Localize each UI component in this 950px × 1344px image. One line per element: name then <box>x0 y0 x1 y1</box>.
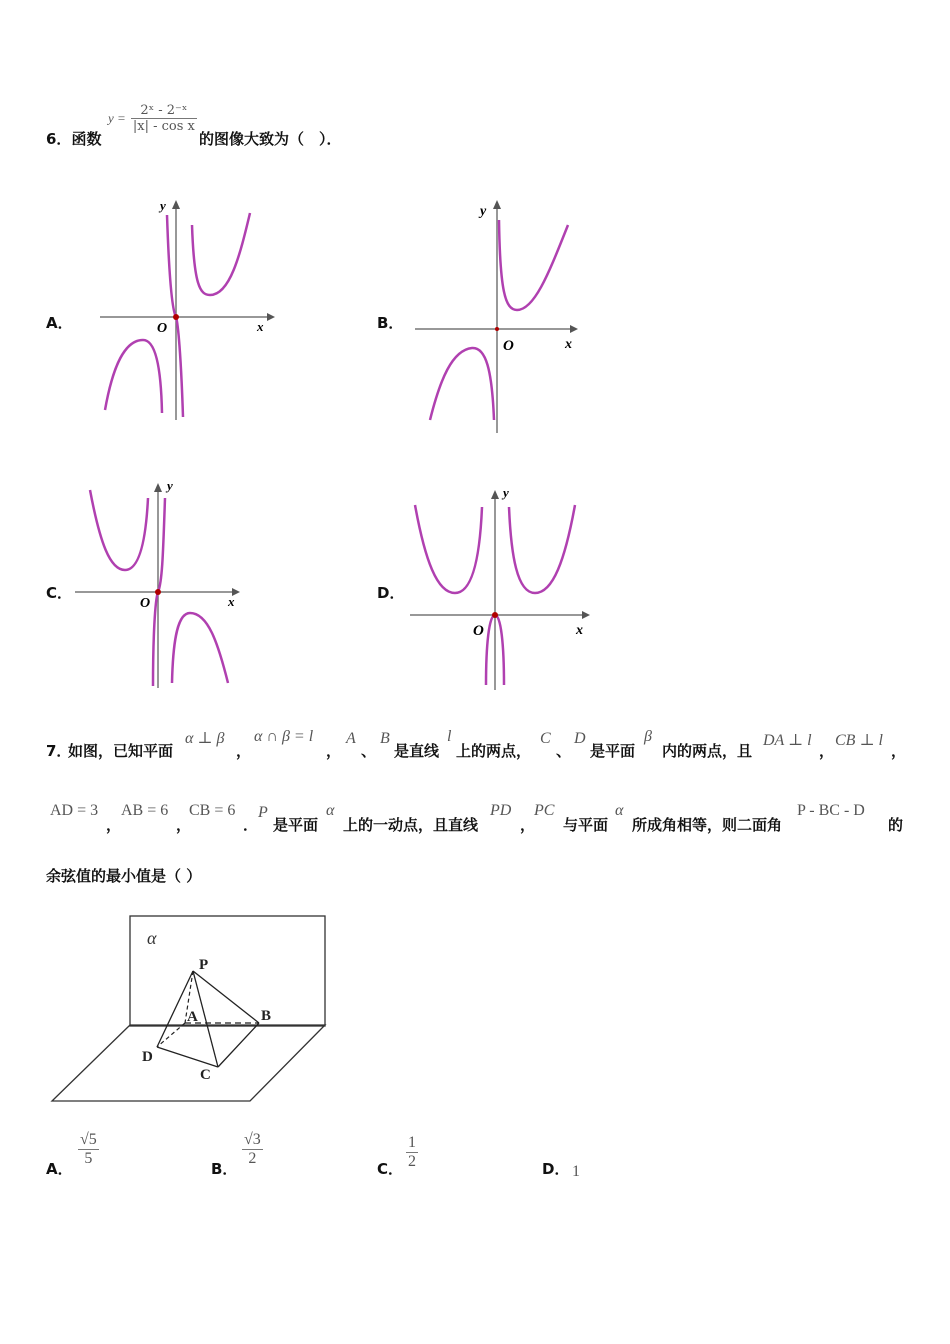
q7-answer-a-den: 5 <box>84 1150 93 1167</box>
q7-l1-text-9: 内的两点，且 <box>662 742 753 760</box>
graph-a-y-label: y <box>160 198 166 213</box>
graph-c-y-arrow <box>154 483 162 492</box>
q7-answer-d-label: D． <box>542 1160 570 1178</box>
q7-l1-text-8: 是平面 <box>590 742 636 760</box>
graph-b-y-arrow <box>493 200 501 209</box>
q7-answer-b-value <box>242 1131 263 1168</box>
graph-a-x-label: x <box>257 319 264 334</box>
graph-b-origin-dot <box>495 327 499 331</box>
label-a: A <box>187 1009 198 1025</box>
graph-b-x-arrow <box>570 325 578 333</box>
q7-l1-text-4: 、 <box>361 742 377 760</box>
q7-l1-math-10: CB ⊥ l <box>835 732 883 749</box>
graph-a-origin-label: O <box>157 321 168 336</box>
q7-l1-math-4: B <box>380 730 390 747</box>
q6-stem <box>46 128 101 149</box>
graph-d-y-label: y <box>503 485 509 500</box>
q6-formula-denominator: |x| - cos x <box>132 119 195 134</box>
q7-l1-math-7: D <box>574 730 586 747</box>
graph-a-y-arrow <box>172 200 180 209</box>
q7-l1-math-8: β <box>644 728 652 745</box>
q7-l1-math-3: A <box>346 730 356 747</box>
q7-l2-text-9: 的 <box>888 816 904 834</box>
q7-answer-c-label: C． <box>377 1160 404 1178</box>
graph-b-curve-right <box>499 220 568 310</box>
plane-alpha <box>130 916 325 1026</box>
q7-l1-text-5: 是直线 <box>394 742 440 760</box>
q7-figure <box>45 905 335 1110</box>
q6-graph-c <box>70 478 250 693</box>
graph-a-curve-left <box>105 340 162 413</box>
graph-d-origin-dot <box>492 612 498 618</box>
q7-l1-math-5: l <box>447 728 452 745</box>
q7-answer-a-num: √5 <box>80 1131 97 1148</box>
plane-beta <box>52 1025 325 1101</box>
q7-l2-math-5: α <box>326 802 335 819</box>
q7-answer-c-num: 1 <box>408 1134 416 1151</box>
q7-l1-math-9: DA ⊥ l <box>763 732 812 749</box>
label-b: B <box>261 1008 272 1024</box>
q7-answer-b-den: 2 <box>248 1150 257 1167</box>
label-p: P <box>199 957 209 973</box>
graph-d-curve-right <box>509 505 575 593</box>
graph-b-y-label: y <box>480 204 487 219</box>
q6-formula-numerator: 2ˣ - 2⁻ˣ <box>131 103 197 119</box>
graph-b-x-label: x <box>565 337 572 352</box>
graph-d-origin-label: O <box>473 623 484 639</box>
q7-answer-a-value <box>78 1131 99 1168</box>
q7-l2-math-7: PC <box>534 802 555 819</box>
q7-answer-d-value: 1 <box>572 1163 580 1180</box>
q7-l2-text-4: 是平面 <box>273 816 319 834</box>
q7-l1-text-10: ， <box>819 742 835 760</box>
graph-c-curve-left <box>90 490 148 570</box>
q7-l1-text-2: ， <box>236 742 252 760</box>
q7-l2-math-6: PD <box>490 802 512 819</box>
q6-formula-y: y = <box>108 110 126 126</box>
q6-graph-b <box>410 195 590 435</box>
q7-l2-text-6: ， <box>520 816 536 834</box>
graph-a-curve-right <box>192 213 250 295</box>
q7-l1-text-3: ， <box>326 742 342 760</box>
edge-dc <box>157 1047 218 1067</box>
graph-c-y-label: y <box>167 478 173 493</box>
q7-l1-text-11: ， <box>891 742 907 760</box>
q7-number: 7． <box>46 742 72 760</box>
q7-l1-text-6: 上的两点， <box>456 742 532 760</box>
q7-line-3: 余弦值的最小值是（ ） <box>46 867 202 885</box>
q7-l2-math-9: P - BC - D <box>797 802 865 819</box>
edge-cb <box>218 1023 259 1067</box>
q7-l2-math-1: AD = 3 <box>50 802 99 819</box>
q6-tail: 的图像大致为（ ）． <box>199 130 342 148</box>
graph-d-x-label: x <box>576 623 583 638</box>
q6-formula-fraction <box>131 103 197 134</box>
q7-answer-c-den: 2 <box>408 1153 416 1170</box>
q6-option-b-label: B． <box>377 314 404 332</box>
graph-d-x-arrow <box>582 611 590 619</box>
label-c: C <box>200 1067 211 1083</box>
label-d: D <box>142 1049 153 1065</box>
q7-l2-math-2: AB = 6 <box>121 802 169 819</box>
q7-answer-a-label: A． <box>46 1160 73 1178</box>
q7-l2-math-3: CB = 6 <box>189 802 236 819</box>
q7-l2-text-2: ， <box>176 816 192 834</box>
graph-b-origin-label: O <box>503 338 514 354</box>
q7-l2-math-4: P <box>258 804 268 821</box>
q7-l2-math-8: α <box>615 802 624 819</box>
q7-l1-text-1: 如图，已知平面 <box>68 742 174 760</box>
graph-d-curve-left <box>415 505 482 593</box>
q6-option-c-label: C． <box>46 584 73 602</box>
graph-c-x-label: x <box>228 594 235 609</box>
graph-d-y-arrow <box>491 490 499 499</box>
graph-b-curve-left <box>430 348 494 420</box>
q6-graph-a <box>95 195 275 425</box>
q7-l1-text-7: 、 <box>556 742 572 760</box>
q7-l1-math-2: α ∩ β = l <box>254 728 314 745</box>
q7-l2-text-1: ， <box>106 816 122 834</box>
graph-c-origin-dot <box>155 589 161 595</box>
q7-answer-c-value <box>406 1134 418 1171</box>
label-alpha: α <box>147 928 157 948</box>
q6-graph-d <box>405 485 600 695</box>
graph-c-origin-label: O <box>140 596 151 611</box>
q6-lead: 函数 <box>71 130 102 148</box>
q6-number: 6． <box>46 130 72 148</box>
q7-l2-text-5: 上的一动点，且直线 <box>343 816 479 834</box>
q6-option-a-label: A． <box>46 314 73 332</box>
graph-a-x-arrow <box>267 313 275 321</box>
q7-answer-b-num: √3 <box>244 1131 261 1148</box>
q6-option-d-label: D． <box>377 584 405 602</box>
q6-formula <box>108 103 197 134</box>
graph-c-curve-right <box>172 613 228 683</box>
edge-pb <box>193 971 259 1023</box>
q7-l1-math-1: α ⊥ β <box>185 730 225 747</box>
q7-l2-text-8: 所成角相等，则二面角 <box>632 816 783 834</box>
q7-l2-text-7: 与平面 <box>563 816 609 834</box>
q7-l2-text-3: ． <box>243 816 259 834</box>
q7-answer-b-label: B． <box>211 1160 238 1178</box>
q7-l1-math-6: C <box>540 730 551 747</box>
graph-a-origin-dot <box>173 314 179 320</box>
